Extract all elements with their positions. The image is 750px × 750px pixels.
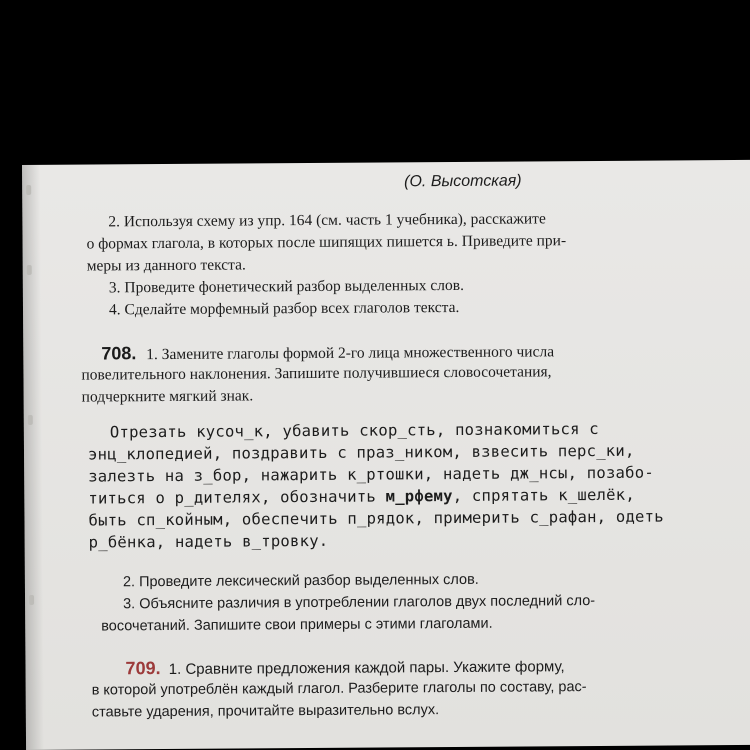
- exercise-text-line: р_бёнка, надеть в_тровку.: [88, 531, 329, 552]
- exercise-text-line: [88, 485, 635, 509]
- highlighted-word: м_рфему: [385, 487, 453, 506]
- exercise-number: 709.: [125, 658, 161, 679]
- exercise-text-line: быть сп_койным, обеспечить п_рядок, примерить с_рафан, одеть: [88, 507, 664, 530]
- exercise-instruction-line: в которой употреблён каждый глагол. Разберите глаголы по составу, рас-: [91, 679, 587, 699]
- binding-hole: [27, 265, 32, 275]
- task-line: 2. Используя схему из упр. 164 (см. часть 1 учебника), расскажите: [108, 210, 546, 231]
- binding-hole: [28, 415, 33, 425]
- binding-hole: [26, 185, 31, 195]
- exercise-instruction: 1. Сравните предложения каждой пары. Укажите форму,: [168, 658, 565, 678]
- exercise-instruction-line: повелительного наклонения. Запишите получившиеся словосочетания,: [81, 363, 552, 384]
- exercise-instruction: 1. Замените глаголы формой 2-го лица множественного числа: [146, 343, 555, 364]
- text-fragment: , спрятать к_шелёк,: [452, 485, 635, 506]
- exercise-number: 708.: [101, 343, 137, 364]
- task-line: о формах глагола, в которых после шипящих пишется ь. Приведите при-: [86, 232, 567, 253]
- exercise-instruction-line: ставьте ударения, прочитайте выразительно вслух.: [91, 702, 440, 721]
- exercise-text-line: Отрезать кусоч_к, убавить скор_сть, познакомиться с: [109, 419, 599, 442]
- exercise-instruction-line: подчеркните мягкий знак.: [81, 387, 254, 406]
- binding-hole: [29, 595, 34, 605]
- exercise-text-line: энц_клопедией, поздравить с праз_ником, взвесить перс_ки,: [87, 441, 635, 464]
- task-line: восочетаний. Запишите свои примеры с этими глаголами.: [101, 615, 493, 635]
- author-attribution: (О. Высотская): [404, 172, 522, 191]
- task-line: 3. Объясните различия в употреблении глаголов двух последний сло-: [123, 593, 596, 613]
- textbook-page: [22, 160, 750, 750]
- exercise-708-heading: [101, 340, 554, 365]
- task-line: 4. Сделайте морфемный разбор всех глаголов текста.: [108, 298, 460, 319]
- task-line: меры из данного текста.: [86, 256, 246, 275]
- task-line: 2. Проведите лексический разбор выделенных слов.: [122, 571, 479, 591]
- text-fragment: титься о р_дителях, обозначить: [88, 487, 386, 508]
- task-line: 3. Проведите фонетический разбор выделенных слов.: [108, 276, 465, 297]
- exercise-709-heading: [125, 655, 564, 680]
- exercise-text-line: залезть на з_бор, нажарить к_ртошки, надеть дж_нсы, позабо-: [88, 463, 654, 486]
